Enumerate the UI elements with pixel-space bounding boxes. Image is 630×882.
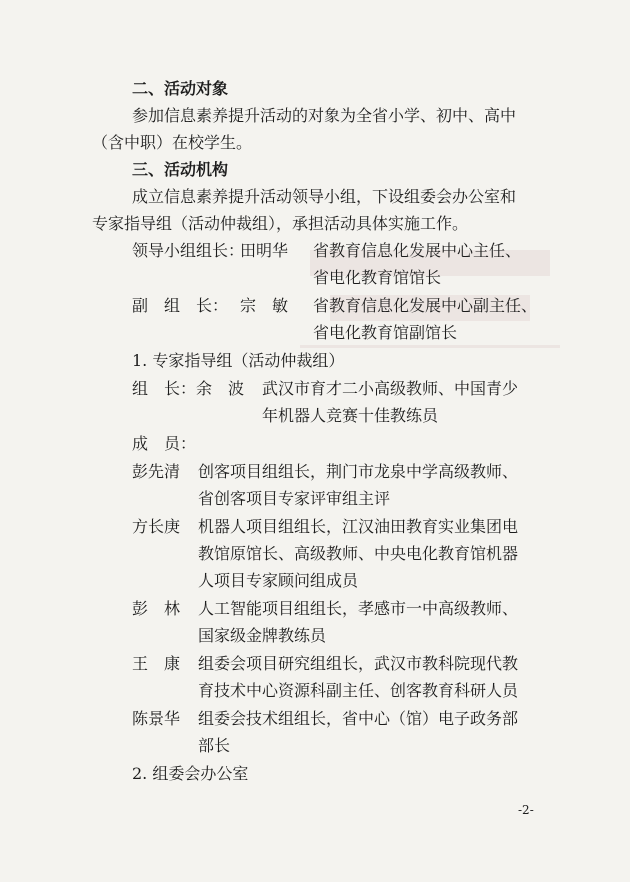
leader-title-line1: 省教育信息化发展中心主任、 [313, 241, 522, 260]
page-number: -2- [518, 803, 534, 817]
deputy-title-line2: 省电化教育馆副馆长 [313, 323, 458, 342]
deputy-name: 宗 敏 [240, 296, 289, 315]
member-title-line: 国家级金牌教练员 [198, 626, 327, 645]
member-name: 王 康 [132, 654, 181, 673]
leader-role: 领导小组组长： [132, 241, 245, 260]
member-name: 陈景华 [132, 709, 181, 728]
member-title-line: 机器人项目组组长，江汉油田教育实业集团电 [198, 517, 519, 536]
section2-heading: 二、活动对象 [132, 79, 229, 98]
member-title-line: 省创客项目专家评审组主评 [198, 489, 391, 508]
member-title-line: 人工智能项目组组长，孝感市一中高级教师、 [198, 599, 519, 618]
member-name: 彭先清 [132, 462, 181, 481]
expert-head-role: 组 长： [132, 379, 197, 398]
member-title-line: 组委会技术组组长，省中心（馆）电子政务部 [198, 709, 519, 728]
member-name: 方长庚 [132, 517, 181, 536]
member-title-line: 人项目专家顾问组成员 [198, 571, 359, 590]
section2-paragraph-line2: （含中职）在校学生。 [92, 133, 253, 152]
members-label: 成 员： [132, 434, 197, 453]
member-title-line: 育技术中心资源科副主任、创客教育科研人员 [198, 681, 519, 700]
expert-head-title-line2: 年机器人竞赛十佳教练员 [262, 406, 439, 425]
expert-head-title-line1: 武汉市育才二小高级教师、中国青少 [262, 379, 519, 398]
member-title-line: 部长 [198, 736, 231, 755]
section3-heading: 三、活动机构 [132, 160, 229, 179]
member-title-line: 创客项目组组长，荆门市龙泉中学高级教师、 [198, 462, 519, 481]
expert-head-name: 余 波 [196, 379, 245, 398]
leader-name: 田明华 [240, 241, 289, 260]
member-title-line: 组委会项目研究组组长，武汉市教科院现代教 [198, 654, 519, 673]
section3-paragraph-line2: 专家指导组（活动仲裁组），承担活动具体实施工作。 [92, 214, 469, 233]
section2-paragraph-line1: 参加信息素养提升活动的对象为全省小学、初中、高中 [132, 106, 517, 125]
office-heading: 2. 组委会办公室 [132, 764, 249, 783]
member-name: 彭 林 [132, 599, 181, 618]
section3-paragraph-line1: 成立信息素养提升活动领导小组，下设组委会办公室和 [132, 187, 517, 206]
expert-group-heading: 1. 专家指导组（活动仲裁组） [132, 351, 345, 370]
deputy-role: 副 组 长： [132, 296, 229, 315]
leader-title-line2: 省电化教育馆馆长 [313, 268, 442, 287]
member-title-line: 教馆原馆长、高级教师、中央电化教育馆机器 [198, 544, 519, 563]
deputy-title-line1: 省教育信息化发展中心副主任、 [313, 296, 538, 315]
